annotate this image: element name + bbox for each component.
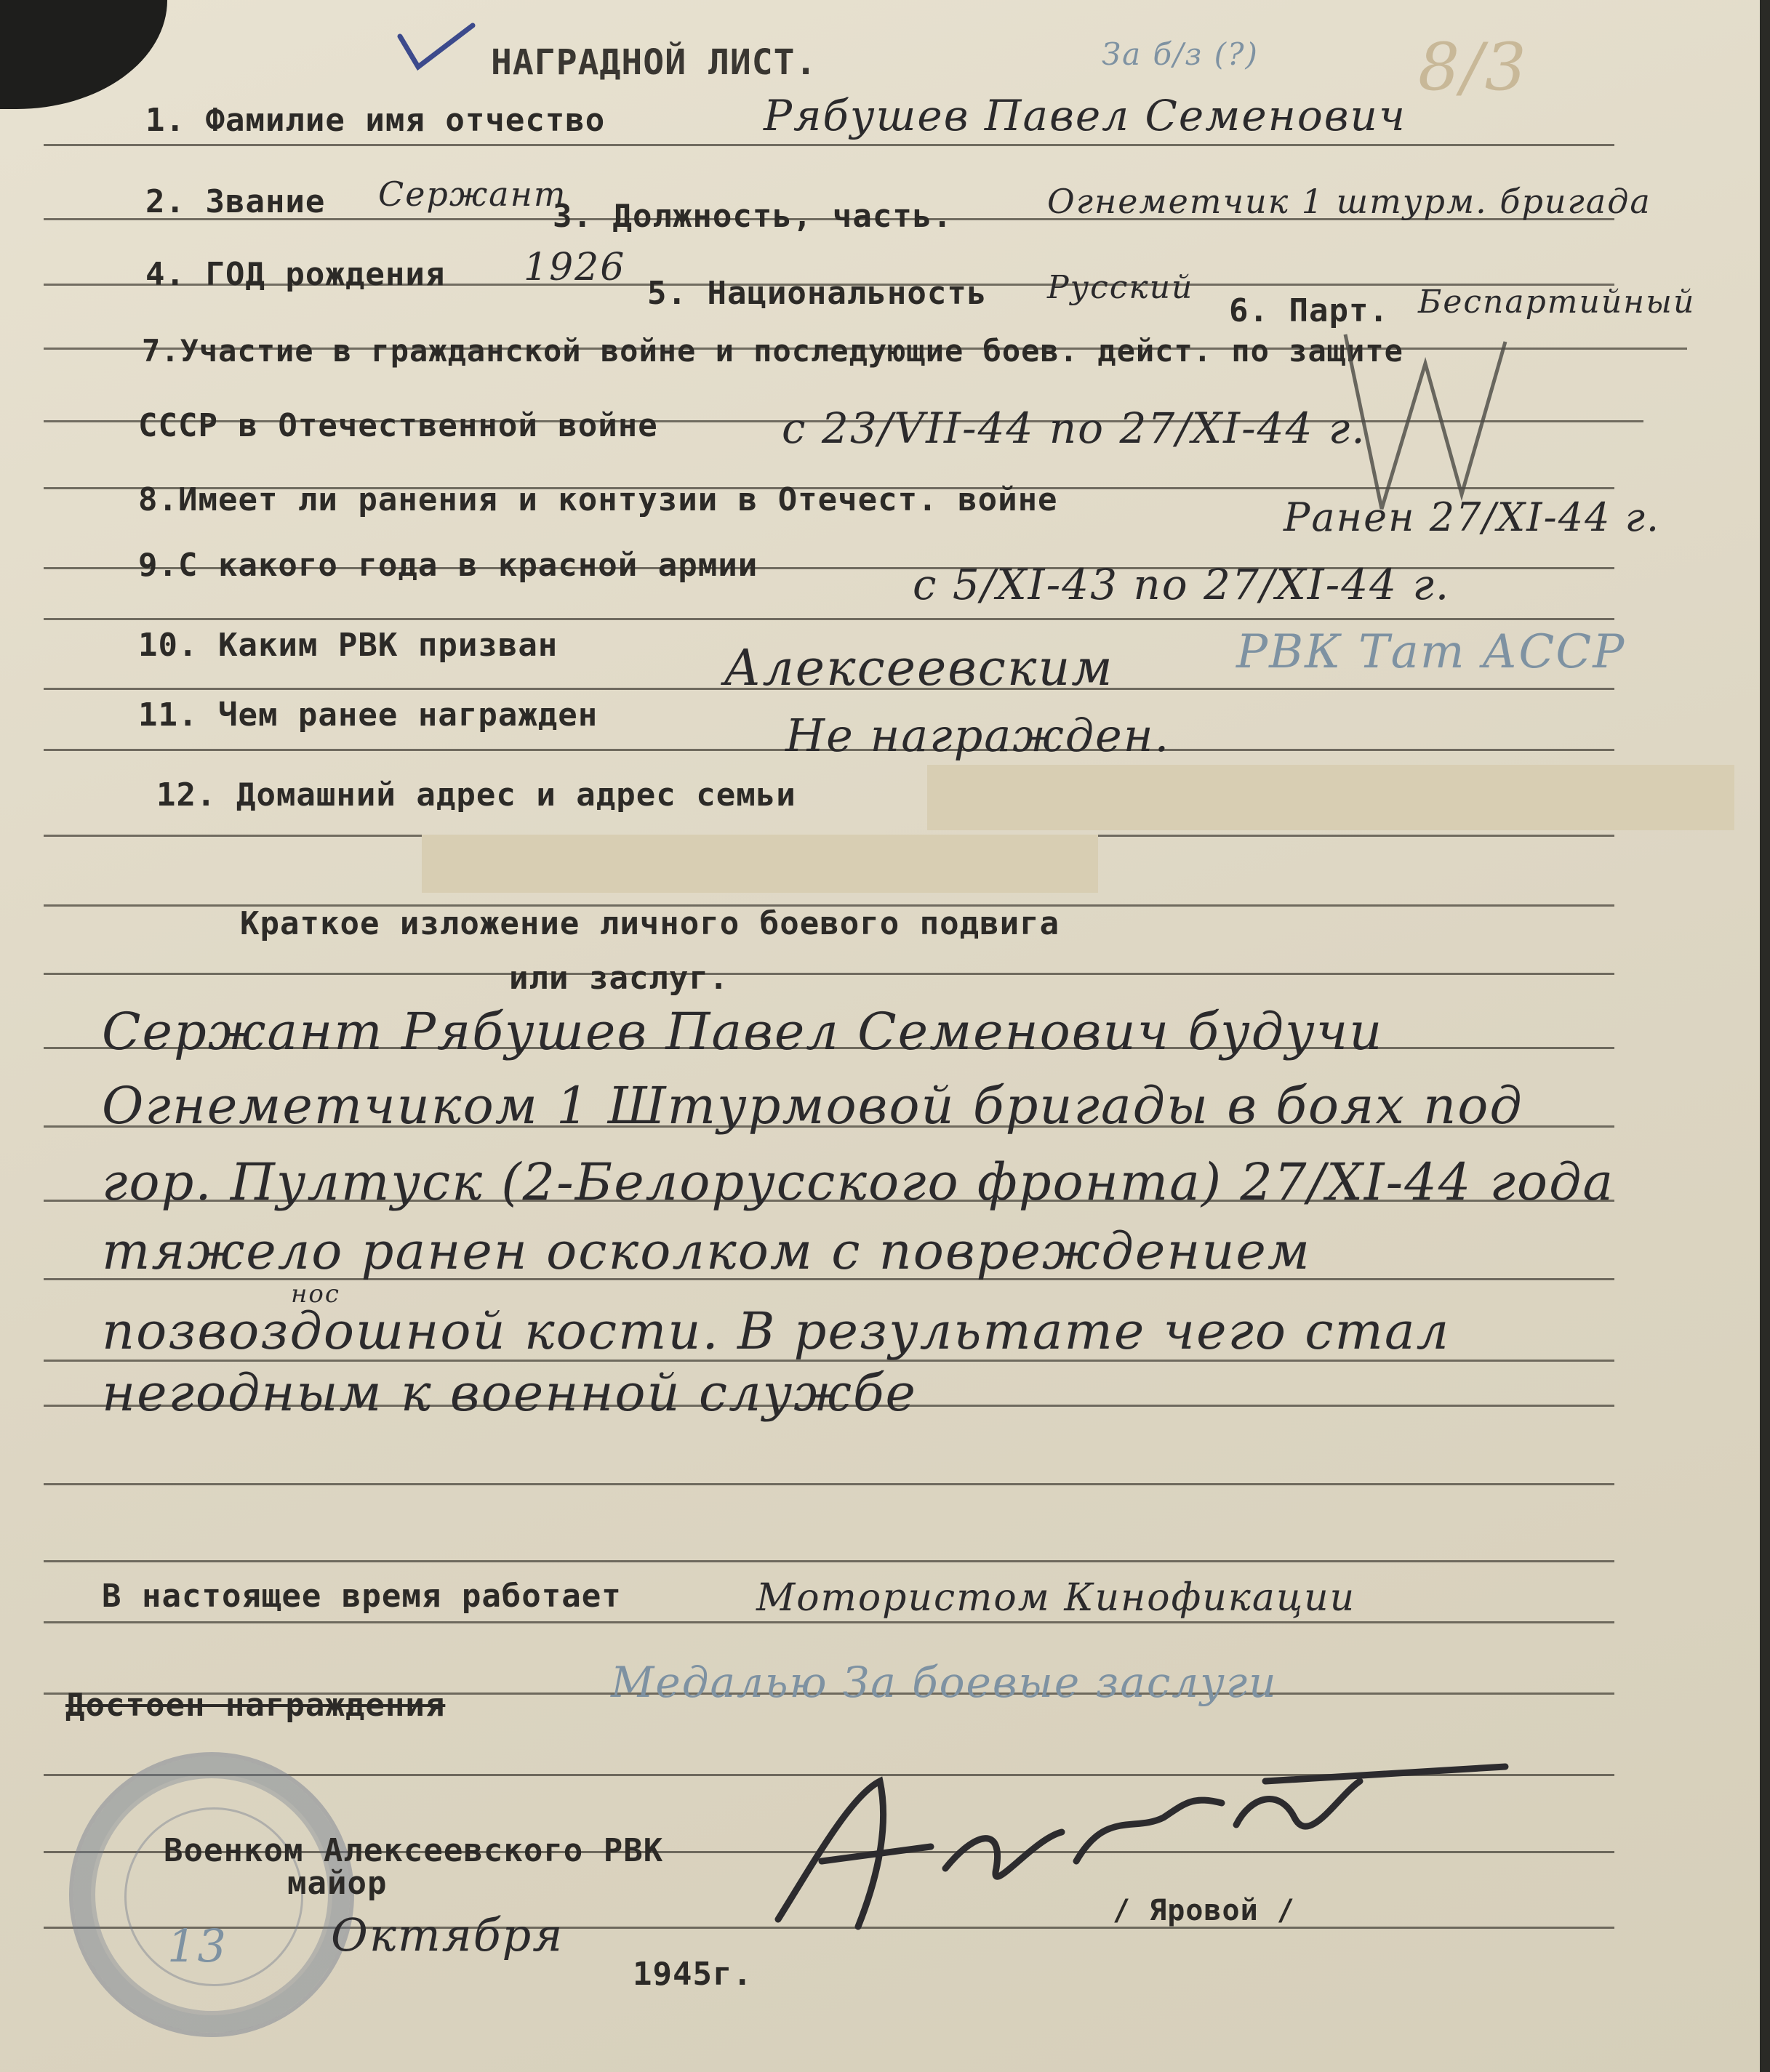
field-12-label: 12. Домашний адрес и адрес семьи [156,776,796,814]
current-label: В настоящее время работает [102,1578,622,1615]
signer-line-1: Военком Алексеевского РВК [164,1832,664,1869]
field-3-value: Огнеметчик 1 штурм. бригада [1047,182,1651,221]
field-9-label: 9.С какого года в красной армии [138,547,758,584]
field-9-value: с 5/XI-43 по 27/XI-44 г. [913,560,1451,609]
crossout-mark [1338,320,1513,523]
field-6-label: 6. Парт. [1229,292,1389,329]
signer-name: / Яровой / [1113,1894,1295,1927]
redacted-address-1 [927,765,1734,830]
torn-corner [0,0,167,109]
summary-line-4: тяжело ранен осколком с повреждением [102,1221,1311,1281]
summary-line-3: гор. Пултуск (2-Белорусского фронта) 27/XI-44 года [102,1152,1615,1212]
date-year: 1945г. [633,1956,753,1993]
summary-line-5: позвоздошной кости. В результате чего стал [102,1301,1451,1361]
document-title: НАГРАДНОЙ ЛИСТ. [491,42,817,83]
field-8-label: 8.Имеет ли ранения и контузии в Отечест. войне [138,481,1058,518]
field-11-label: 11. Чем ранее награжден [138,696,598,734]
field-5-label: 5. Национальность [647,275,988,312]
signer-line-2: майор [287,1865,388,1902]
field-7-label-a: 7.Участие в гражданской войне и последующие боев. дейст. по защите [142,333,1403,369]
field-5-value: Русский [1047,269,1194,306]
date-month: Октября [331,1908,564,1961]
field-10-value-extra: РВК Тат АССР [1236,625,1626,679]
field-7-label-b: СССР в Отечественной войне [138,407,658,444]
summary-line-2: Огнеметчиком 1 Штурмовой бригады в боях под [102,1076,1523,1136]
date-day: 13 [167,1919,228,1972]
field-6-value: Беспартийный [1418,284,1696,321]
field-3-label: 3. Должность, часть. [553,198,953,235]
field-10-label: 10. Каким РВК призван [138,627,558,664]
field-2-label: 2. Звание [145,183,326,220]
field-4-value: 1926 [524,246,626,289]
field-11-value: Не награжден. [785,709,1171,762]
summary-heading-2: или заслуг. [509,960,729,997]
worthy-value: Медалью За боевые заслуги [611,1658,1278,1707]
field-10-value: Алексеевским [724,640,1114,697]
corner-note: За б/з (?) [1102,36,1259,72]
summary-line-6: негодным к военной службе [102,1363,917,1423]
summary-insert: нос [291,1280,340,1309]
check-mark-icon [396,22,476,73]
field-1-value: Рябушев Павел Семенович [764,91,1406,140]
redacted-address-2 [422,835,1098,893]
field-1-label: 1. Фамилие имя отчество [145,102,606,139]
field-2-value: Сержант [378,174,567,214]
corner-number: 8/3 [1418,29,1528,105]
summary-line-1: Сержант Рябушев Павел Семенович будучи [102,1002,1384,1061]
field-7-value: с 23/VII-44 по 27/XI-44 г. [782,403,1366,453]
worthy-label: Достоен награждения [65,1687,446,1724]
field-8-value: Ранен 27/XI-44 г. [1284,494,1661,540]
field-4-label: 4. ГОД рождения [145,256,446,293]
summary-heading-1: Краткое изложение личного боевого подвига [240,905,1060,942]
current-value: Мотористом Кинофикации [756,1576,1356,1620]
